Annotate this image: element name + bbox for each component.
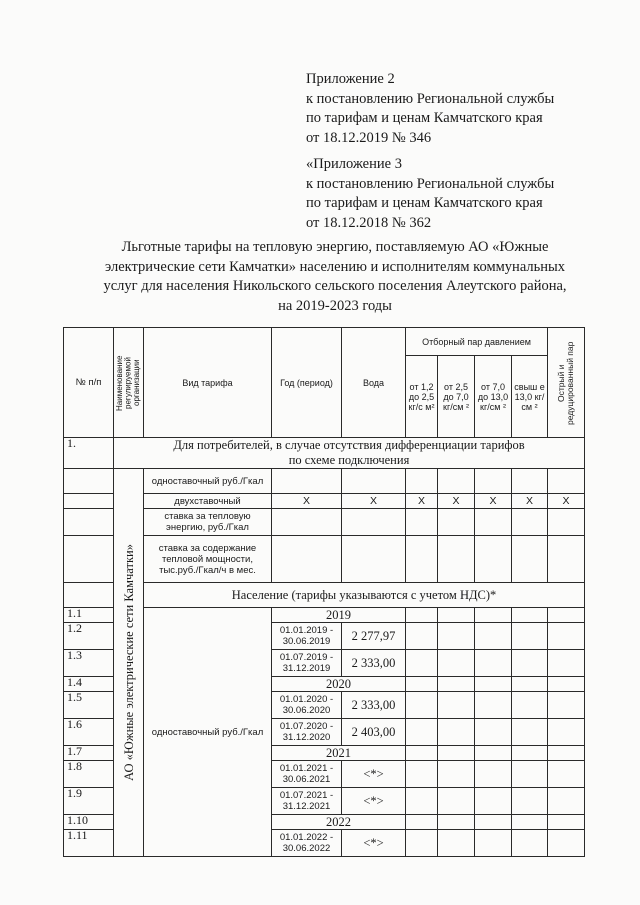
two-rate-steam2-x: X (438, 494, 475, 509)
year-2022: 2022 (272, 815, 406, 830)
header-org: Наименование регулируемой организации (114, 328, 144, 438)
table-row: 1.7 2021 (64, 746, 585, 761)
population-tariff-type: одноставочный руб./Гкал (144, 608, 272, 857)
appendix-3-line2: к постановлению Региональной службы (306, 175, 555, 192)
header-steam-1: от 1,2 до 2,5 кг/с м² (406, 356, 438, 438)
table-row: 1.10 2022 (64, 815, 585, 830)
general-row-one-rate (64, 469, 585, 494)
two-rate-year-x: X (272, 494, 342, 509)
two-rate-steam1-x: X (406, 494, 438, 509)
document-title (70, 238, 600, 316)
appendix-3-line1: «Приложение 3 (306, 156, 402, 172)
two-rate-steam3-x: X (475, 494, 512, 509)
title-line3: услуг для населения Никольского сельского поселения Алеутского района, (103, 278, 567, 294)
section-1-text: Для потребителей, в случае отсутствия дифференциации тарифов по схеме подключения (114, 438, 585, 469)
heat-rate-label: ставка за тепловую энергию, руб./Гкал (144, 509, 272, 536)
appendix-3-line4: от 18.12.2018 № 362 (306, 214, 432, 231)
table-row: 1.3 01.07.2019 - 31.12.2019 2 333,00 (64, 650, 585, 677)
year-2020: 2020 (272, 677, 406, 692)
table-row: 1.6 01.07.2020 - 31.12.2020 2 403,00 (64, 719, 585, 746)
appendix-2-line2: к постановлению Региональной службы (306, 90, 555, 107)
year-2021: 2021 (272, 746, 406, 761)
header-num: № п/п (64, 328, 114, 438)
section-1-row (64, 438, 585, 469)
header-steam-3: от 7,0 до 13,0 кг/см ² (475, 356, 512, 438)
header-steam-4: свыш е 13,0 кг/см ² (512, 356, 548, 438)
two-rate-label: двухставочный (144, 494, 272, 509)
appendix-2-line4: от 18.12.2019 № 346 (306, 129, 432, 146)
title-line2: электрические сети Камчатки» населению и исполнителям коммунальных (105, 258, 565, 275)
header-year: Год (период) (272, 328, 342, 438)
population-header: Население (тарифы указываются с учетом НДС)* (144, 583, 585, 608)
section-1-num: 1. (64, 438, 114, 469)
table-row: 1.8 01.01.2021 - 30.06.2021 <*> (64, 761, 585, 788)
two-rate-water-x: X (342, 494, 406, 509)
table-row: 1.1 одноставочный руб./Гкал 2019 (64, 608, 585, 623)
appendix-2-line1: Приложение 2 (306, 71, 395, 87)
appendix-3-header (306, 155, 554, 233)
appendix-2-line3: по тарифам и ценам Камчатского края (306, 110, 543, 126)
header-sharp-steam: Острый и редуцированный пар (548, 328, 585, 438)
year-2019: 2019 (272, 608, 406, 623)
table-row: 1.2 01.01.2019 - 30.06.2019 2 277,97 (64, 623, 585, 650)
one-rate-label: одноставочный руб./Гкал (144, 469, 272, 494)
title-line4: на 2019-2023 годы (278, 297, 392, 314)
table-row: 1.4 2020 (64, 677, 585, 692)
header-water: Вода (342, 328, 406, 438)
header-steam-group: Отборный пар давлением (406, 328, 548, 356)
table-header-row-1 (64, 328, 585, 356)
two-rate-sharp-x: X (548, 494, 585, 509)
table-row: 1.11 01.01.2022 - 30.06.2022 <*> (64, 830, 585, 857)
appendix-3-line3: по тарифам и ценам Камчатского края (306, 195, 543, 211)
org-name-cell: АО «Южные электрические сети Камчатки» (114, 469, 144, 857)
table-row: 1.5 01.01.2020 - 30.06.2020 2 333,00 (64, 692, 585, 719)
two-rate-steam4-x: X (512, 494, 548, 509)
header-steam-2: от 2,5 до 7,0 кг/см ² (438, 356, 475, 438)
appendix-2-header (306, 70, 554, 148)
table-row: 1.9 01.07.2021 - 31.12.2021 <*> (64, 788, 585, 815)
capacity-rate-label: ставка за содержание тепловой мощности, тыс.руб./Гкал/ч в мес. (144, 536, 272, 583)
header-tariff-type: Вид тарифа (144, 328, 272, 438)
title-line1: Льготные тарифы на тепловую энергию, поставляемую АО «Южные (121, 239, 549, 255)
tariff-table (63, 327, 585, 857)
